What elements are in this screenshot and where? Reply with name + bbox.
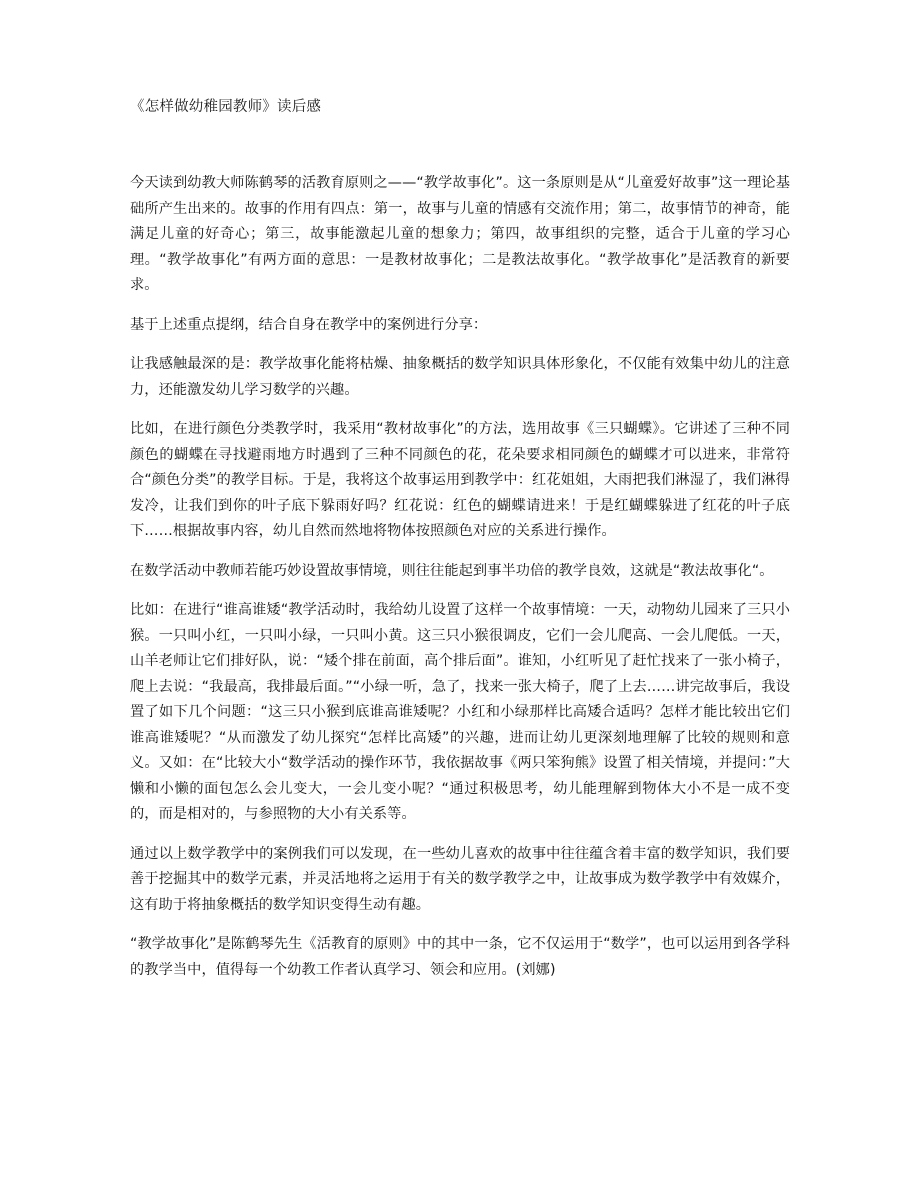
- document-title: 《怎样做幼稚园教师》读后感: [130, 99, 322, 115]
- paragraph: 基于上述重点提纲，结合自身在教学中的案例进行分享：: [130, 316, 488, 333]
- paragraph: “教学故事化”是陈鹤琴先生《活教育的原则》中的其中一条，它不仅运用于“数学”，也可以运用到各学科的教学当中，值得每一个幼教工作者认真学习、领会和应用。(刘娜): [130, 936, 790, 978]
- paragraph: 通过以上数学教学中的案例我们可以发现，在一些幼儿喜欢的故事中往往蕴含着丰富的数学知识，我们要善于挖掘其中的数学元素，并灵活地将之运用于有关的数学教学之中，让故事成为数学教学中有效媒介，这有助于将抽象概括的数学知识变得生动有趣。: [130, 845, 790, 913]
- document-body: [130, 96, 790, 983]
- paragraph: 比如：在进行“谁高谁矮“教学活动时，我给幼儿设置了这样一个故事情境：一天，动物幼儿园来了三只小猴。一只叫小红，一只叫小绿，一只叫小黄。这三只小猴很调皮，它们一会儿爬高、一会儿爬低。一天，山羊老师让它们排好队，说：“矮个排在前面，高个排后面”。谁知，小红听见了赶忙找来了一张小椅子，爬上去说：“我最高，我排最后面。”“小绿一听，急了，找来一张大椅子，爬了上去……讲完故事后，我设置了如下几个问题：“这三只小猴到底谁高谁矮呢？小红和小绿那样比高矮合适吗？怎样才能比较出它们谁高谁矮呢？“从而激发了幼儿探究“怎样比高矮”的兴趣，进而让幼儿更深刻地理解了比较的规则和意义。又如：在“比较大小“数学活动的操作环节，我依据故事《两只笨狗熊》设置了相关情境，并提问：”大懒和小懒的面包怎么会儿变大，一会儿变小呢？“通过积极思考，幼儿能理解到物体大小不是一成不变的，而是相对的，与参照物的大小有关系等。: [130, 602, 790, 823]
- paragraph: 让我感触最深的是：教学故事化能将枯燥、抽象概括的数学知识具体形象化，不仅能有效集中幼儿的注意力，还能激发幼儿学习数学的兴趣。: [130, 356, 790, 398]
- paragraph: 在数学活动中教师若能巧妙设置故事情境，则往往能起到事半功倍的教学良效，这就是“教法故事化“。: [130, 562, 774, 579]
- paragraph: 今天读到幼教大师陈鹤琴的活教育原则之——“教学故事化”。这一条原则是从“儿童爱好故事”这一理论基础所产生出来的。故事的作用有四点：第一，故事与儿童的情感有交流作用；第二，故事情节的神奇，能满足儿童的好奇心；第三，故事能激起儿童的想象力；第四，故事组织的完整，适合于儿童的学习心理。“教学故事化”有两方面的意思：一是教材故事化；二是教法故事化。“教学故事化”是活教育的新要求。: [130, 175, 790, 294]
- paragraph: 比如，在进行颜色分类教学时，我采用“教材故事化”的方法，选用故事《三只蝴蝶》。它讲述了三种不同颜色的蝴蝶在寻找避雨地方时遇到了三种不同颜色的花，花朵要求相同颜色的蝴蝶才可以进来，非常符合“颜色分类”的教学目标。于是，我将这个故事运用到教学中：红花姐姐，大雨把我们淋湿了，我们淋得发冷，让我们到你的叶子底下躲雨好吗？红花说：红色的蝴蝶请进来！于是红蝴蝶躲进了红花的叶子底下……根据故事内容，幼儿自然而然地将物体按照颜色对应的关系进行操作。: [130, 421, 790, 540]
